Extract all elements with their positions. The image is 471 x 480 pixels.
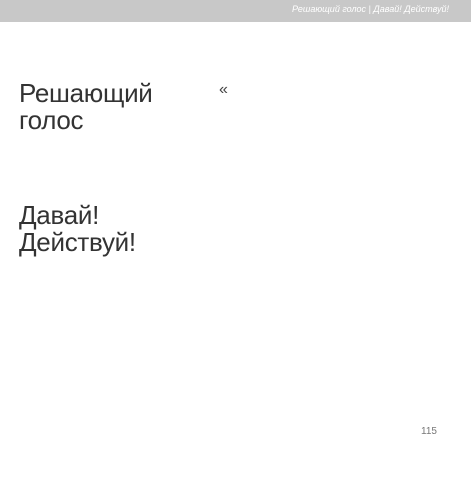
quote-paragraph (236, 86, 432, 94)
body-paragraph (19, 180, 209, 188)
page-number: 115 (421, 426, 437, 437)
running-header: Решающий голос | Давай! Действуй! (292, 4, 449, 14)
quote-mark-icon: « (219, 81, 228, 98)
quote-paragraph (236, 120, 432, 128)
section-heading-go-act: Давай! Действуй! (19, 200, 136, 257)
quote-paragraph (236, 137, 432, 145)
section-heading-resolving-vote: Решающий голос (19, 78, 153, 135)
body-paragraph (19, 164, 209, 172)
body-paragraph (19, 268, 209, 276)
body-paragraph (19, 148, 209, 156)
header-bar (0, 0, 471, 22)
left-column (19, 80, 209, 284)
right-column (236, 86, 432, 154)
quote-paragraph (236, 103, 432, 111)
